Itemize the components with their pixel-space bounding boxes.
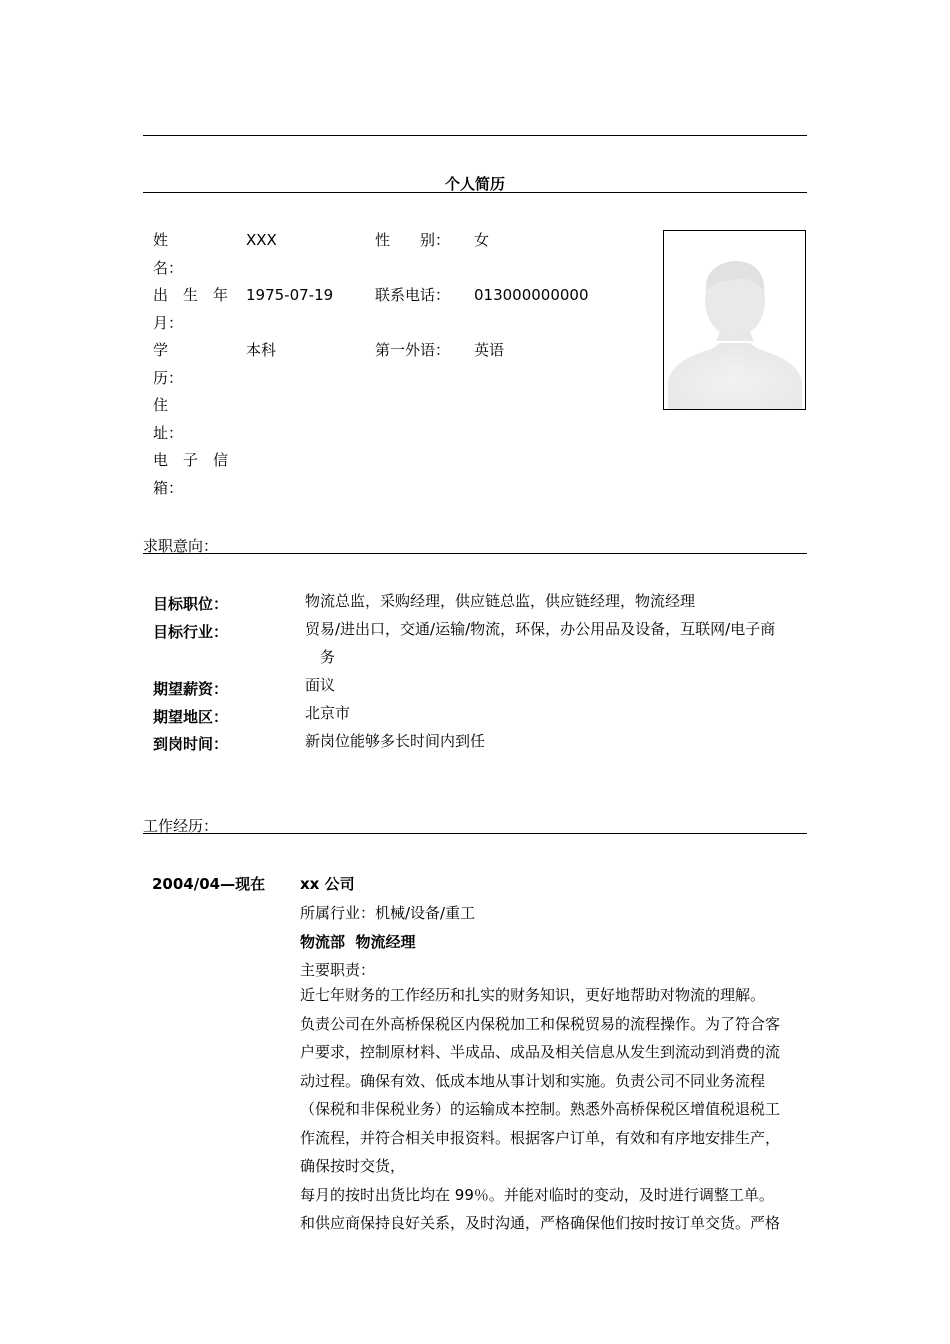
phone-label: 联系电话： [375,286,451,304]
experience-heading: 工作经历： [143,817,219,835]
intent-value-start: 新岗位能够多长时间内到任 [305,732,486,750]
intent-value-industry: 贸易/进出口，交通/运输/物流，环保，办公用品及设备，互联网/电子商 [305,620,776,638]
duty-line: 确保按时交货， [300,1157,406,1175]
intent-label-region: 期望地区： [153,708,229,726]
duty-line: （保税和非保税业务）的运输成本控制。熟悉外高桥保税区增值税退税工 [300,1100,781,1118]
duty-line: 每月的按时出货比均在 99％。并能对临时的变动，及时进行调整工单。 [300,1185,774,1204]
duty-line: 负责公司在外高桥保税区内保税加工和保税贸易的流程操作。为了符合客 [300,1014,781,1033]
language-label: 第一外语： [375,341,451,359]
experience-duties-label: 主要职责： [300,961,376,979]
duty-line: 和供应商保持良好关系，及时沟通，严格确保他们按时按订单交货。严格 [300,1214,781,1232]
intent-label-industry: 目标行业： [153,623,229,641]
intent-rule [143,553,807,554]
name-label: 姓 名： [153,231,184,277]
experience-period: 2004/04—现在 [152,875,266,893]
person-silhouette-icon [664,231,805,409]
intent-value-industry-cont: 务 [320,648,336,666]
phone-value: 013000000000 [474,286,589,304]
profile-photo-placeholder [663,230,806,410]
education-value: 本科 [246,341,277,359]
duty-line: 动过程。确保有效、低成本地从事计划和实施。负责公司不同业务流程 [300,1071,766,1090]
name-value: XXX [246,231,277,249]
intent-label-salary: 期望薪资： [153,680,229,698]
address-label: 住 址： [153,396,184,442]
experience-industry: 所属行业：机械/设备/重工 [300,904,476,922]
duty-line: 作流程，并符合相关申报资料。根据客户订单，有效和有序地安排生产， [300,1128,781,1147]
intent-label-start: 到岗时间： [153,735,229,753]
email-label: 电 子 信 箱： [153,451,229,497]
intent-value-position: 物流总监，采购经理，供应链总监，供应链经理，物流经理 [305,592,696,610]
education-label: 学 历： [153,341,184,387]
experience-rule [143,833,807,834]
birth-label: 出 生 年 月： [153,286,229,332]
intent-value-region: 北京市 [305,704,351,722]
duty-line: 户要求，控制原材料、半成品、成品及相关信息从发生到流动到消费的流 [300,1043,781,1061]
intent-value-salary: 面议 [305,676,336,694]
title-underline [143,192,807,193]
duty-line: 近七年财务的工作经历和扎实的财务知识，更好地帮助对物流的理解。 [300,986,766,1004]
gender-label: 性 别： [375,231,451,249]
experience-company: xx 公司 [300,875,355,893]
language-value: 英语 [474,341,505,359]
intent-label-position: 目标职位： [153,595,229,613]
experience-position: 物流部 物流经理 [300,933,416,951]
gender-value: 女 [474,231,490,249]
top-rule [143,135,807,136]
experience-duties-text [300,981,820,1238]
resume-title: 个人简历 [444,175,505,193]
intent-heading: 求职意向： [143,537,219,555]
birth-value: 1975-07-19 [246,286,334,304]
